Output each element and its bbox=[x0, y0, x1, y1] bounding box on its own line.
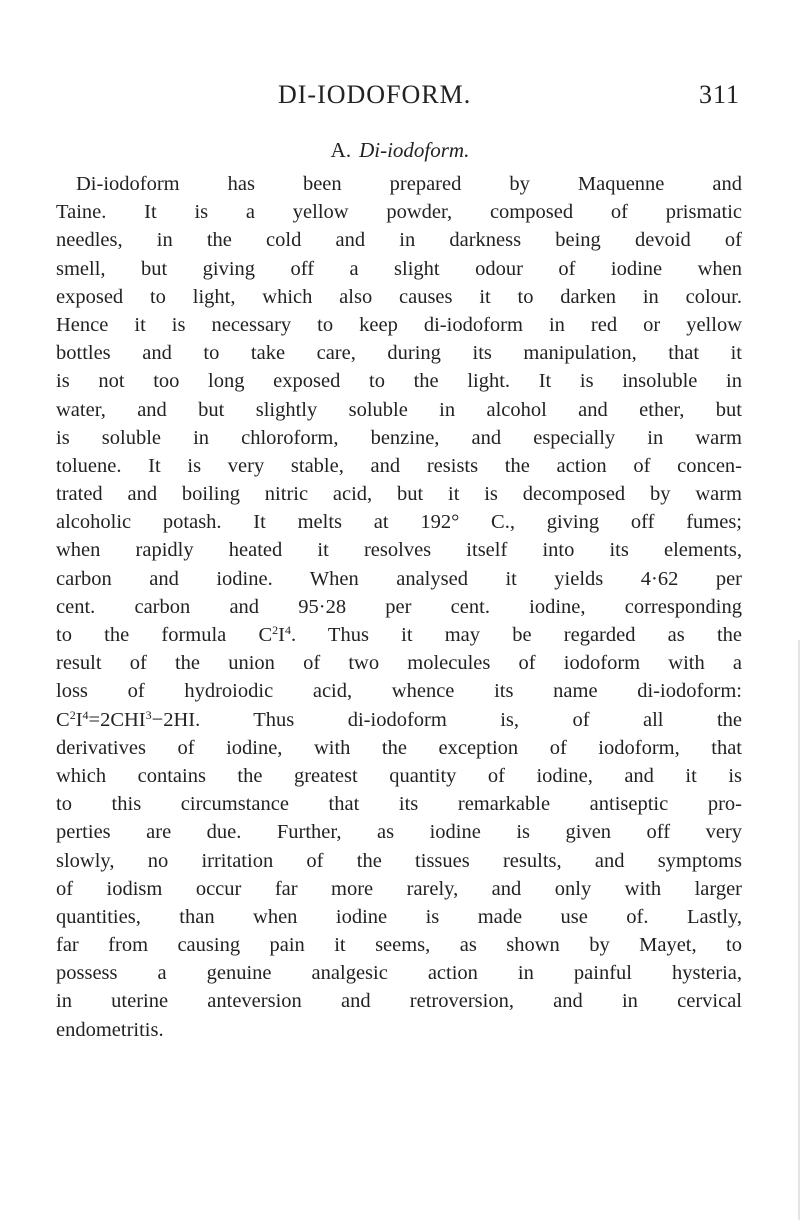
text-line: endometritis. bbox=[56, 1018, 164, 1041]
formula-line bbox=[56, 621, 742, 649]
text-line: loss of hydroiodic acid, whence its name di-iodoform: bbox=[56, 680, 742, 703]
text-line: exposed to light, which also causes it to darken in colour. bbox=[56, 285, 742, 308]
text-line: perties are due. Further, as iodine is given off very bbox=[56, 821, 742, 844]
section-title: Di-iodoform. bbox=[359, 138, 470, 162]
text-line: in uterine anteversion and retroversion, and in cervical bbox=[56, 990, 742, 1013]
equation-text: I bbox=[75, 708, 83, 731]
text-line: cent. carbon and 95·28 per cent. iodine, corresponding bbox=[56, 595, 742, 618]
equation-line bbox=[56, 706, 742, 734]
equation-text: −2HI. Thus di-iodoform is, of all the bbox=[151, 708, 742, 731]
body-paragraph bbox=[56, 170, 742, 1044]
running-head bbox=[0, 80, 800, 120]
text-line: when rapidly heated it resolves itself into its elements, bbox=[56, 539, 742, 562]
text-line: slowly, no irritation of the tissues results, and symptoms bbox=[56, 849, 742, 872]
section-letter: A. bbox=[330, 138, 352, 162]
equation-text: C bbox=[56, 708, 70, 731]
equation-text: =2CHI bbox=[88, 708, 146, 731]
text-line: result of the union of two molecules of iodoform with a bbox=[56, 652, 742, 675]
formula-subscript: 2 bbox=[272, 623, 279, 637]
text-line: trated and boiling nitric acid, but it is decomposed by warm bbox=[56, 483, 742, 506]
text-line: toluene. It is very stable, and resists the action of concen- bbox=[56, 454, 742, 477]
text-line: derivatives of iodine, with the exception of iodoform, that bbox=[56, 736, 742, 759]
equation-subscript: 3 bbox=[145, 707, 152, 722]
text-line: Di-iodoform has been prepared by Maquenne and bbox=[76, 173, 742, 195]
formula-text: I bbox=[278, 624, 285, 646]
text-line: to this circumstance that its remarkable antiseptic pro- bbox=[56, 793, 742, 816]
text-line: which contains the greatest quantity of iodine, and it is bbox=[56, 764, 742, 787]
text-line: bottles and to take care, during its manipulation, that it bbox=[56, 342, 742, 365]
text-line: is soluble in chloroform, benzine, and especially in warm bbox=[56, 426, 742, 449]
text-line: water, and but slightly soluble in alcohol and ether, but bbox=[56, 398, 742, 421]
text-line: quantities, than when iodine is made use of. Lastly, bbox=[56, 905, 742, 928]
equation-subscript: 2 bbox=[69, 707, 76, 722]
formula-text: . Thus it may be regarded as the bbox=[290, 624, 742, 646]
text-line: needles, in the cold and in darkness being devoid of bbox=[56, 229, 742, 252]
running-title: DI-IODOFORM. bbox=[278, 80, 472, 109]
formula-text: to the formula C bbox=[56, 624, 273, 646]
page-number: 311 bbox=[698, 80, 740, 109]
section-heading bbox=[0, 138, 800, 163]
equation-subscript: 4 bbox=[82, 707, 89, 722]
text-line: Taine. It is a yellow powder, composed of prismatic bbox=[56, 201, 742, 224]
text-line: possess a genuine analgesic action in painful hysteria, bbox=[56, 962, 742, 985]
text-line: carbon and iodine. When analysed it yields 4·62 per bbox=[56, 567, 742, 590]
formula-subscript: 4 bbox=[284, 623, 291, 637]
text-line: smell, but giving off a slight odour of iodine when bbox=[56, 257, 742, 280]
text-line: of iodism occur far more rarely, and only with larger bbox=[56, 877, 742, 900]
text-line: alcoholic potash. It melts at 192° C., giving off fumes; bbox=[56, 511, 742, 534]
text-line: is not too long exposed to the light. It is insoluble in bbox=[56, 370, 742, 393]
text-line: far from causing pain it seems, as shown by Mayet, to bbox=[56, 934, 742, 957]
text-line: Hence it is necessary to keep di-iodoform in red or yellow bbox=[56, 313, 742, 336]
